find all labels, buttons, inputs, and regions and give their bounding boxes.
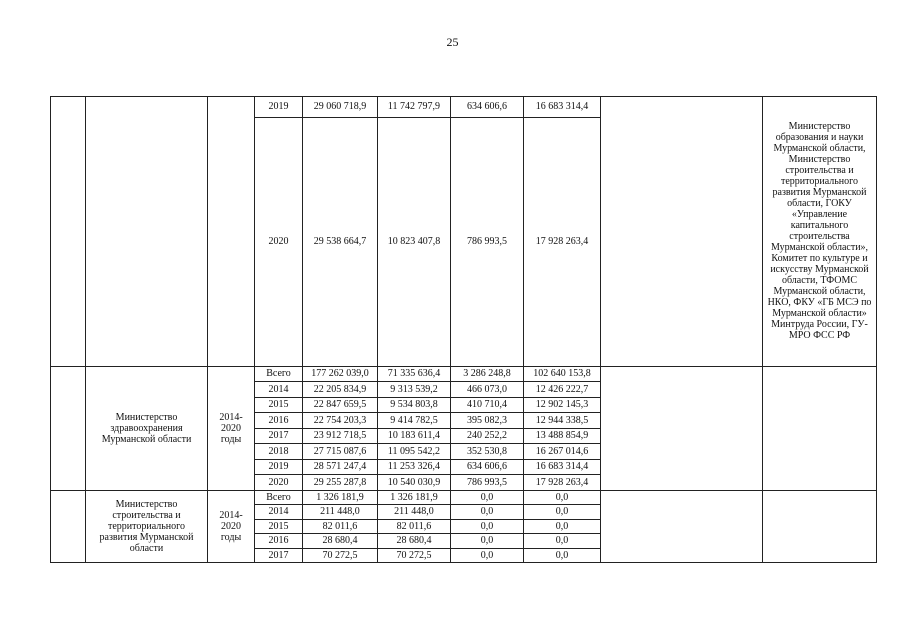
value-cell: 410 710,4: [451, 397, 524, 413]
year-cell: 2014: [255, 505, 303, 520]
value-cell: 0,0: [451, 519, 524, 534]
value-cell: 0,0: [451, 548, 524, 563]
year-cell: 2017: [255, 428, 303, 444]
num-cell: [51, 366, 86, 490]
value-cell: 12 902 145,3: [524, 397, 601, 413]
executor-cell: [763, 366, 877, 490]
value-cell: 0,0: [524, 548, 601, 563]
period-cell: 2014-2020 годы: [208, 366, 255, 490]
value-cell: 10 823 407,8: [378, 117, 451, 366]
indicator-cell: [601, 366, 763, 490]
period-cell: 2014-2020 годы: [208, 490, 255, 563]
value-cell: 17 928 263,4: [524, 475, 601, 491]
year-cell: 2016: [255, 534, 303, 549]
value-cell: 1 326 181,9: [378, 490, 451, 505]
total-cell: 28 571 247,4: [303, 459, 378, 475]
name-cell: [86, 97, 208, 367]
period-cell: [208, 97, 255, 367]
year-cell: 2020: [255, 117, 303, 366]
total-cell: 22 847 659,5: [303, 397, 378, 413]
indicator-cell: [601, 97, 763, 367]
indicator-cell: [601, 490, 763, 563]
value-cell: 0,0: [524, 519, 601, 534]
total-cell: 22 205 834,9: [303, 382, 378, 398]
table-row: [51, 490, 877, 505]
executor-cell: Министерство образования и науки Мурманской области, Министерство строительства и территориального развития Мурманской области, ГОКУ «Управление капитального строительства Мурманской области», Комитет по культуре и искусству Мурманской области, ТФОМС Мурманской области, НКО, ФКУ «ГБ МСЭ по Мурманской области» Минтруда России, ГУ-МРО ФСС РФ: [763, 97, 877, 367]
value-cell: 71 335 636,4: [378, 366, 451, 382]
year-cell: Всего: [255, 366, 303, 382]
total-cell: 1 326 181,9: [303, 490, 378, 505]
value-cell: 11 253 326,4: [378, 459, 451, 475]
year-cell: 2017: [255, 548, 303, 563]
year-cell: 2014: [255, 382, 303, 398]
value-cell: 17 928 263,4: [524, 117, 601, 366]
value-cell: 0,0: [451, 505, 524, 520]
total-cell: 29 060 718,9: [303, 97, 378, 118]
value-cell: 28 680,4: [378, 534, 451, 549]
year-cell: 2018: [255, 444, 303, 460]
value-cell: 11 095 542,2: [378, 444, 451, 460]
total-cell: 23 912 718,5: [303, 428, 378, 444]
value-cell: 352 530,8: [451, 444, 524, 460]
value-cell: 0,0: [451, 490, 524, 505]
value-cell: 240 252,2: [451, 428, 524, 444]
value-cell: 3 286 248,8: [451, 366, 524, 382]
value-cell: 12 944 338,5: [524, 413, 601, 429]
value-cell: 9 313 539,2: [378, 382, 451, 398]
value-cell: 786 993,5: [451, 117, 524, 366]
total-cell: 29 255 287,8: [303, 475, 378, 491]
value-cell: 0,0: [451, 534, 524, 549]
value-cell: 634 606,6: [451, 97, 524, 118]
value-cell: 10 540 030,9: [378, 475, 451, 491]
value-cell: 13 488 854,9: [524, 428, 601, 444]
total-cell: 177 262 039,0: [303, 366, 378, 382]
value-cell: 0,0: [524, 505, 601, 520]
budget-table: [50, 96, 877, 563]
value-cell: 9 414 782,5: [378, 413, 451, 429]
value-cell: 82 011,6: [378, 519, 451, 534]
table-row: [51, 366, 877, 382]
year-cell: 2019: [255, 97, 303, 118]
executor-cell: [763, 490, 877, 563]
value-cell: 16 683 314,4: [524, 97, 601, 118]
total-cell: 82 011,6: [303, 519, 378, 534]
value-cell: 10 183 611,4: [378, 428, 451, 444]
year-cell: 2016: [255, 413, 303, 429]
table-row: [51, 97, 877, 118]
value-cell: 0,0: [524, 534, 601, 549]
value-cell: 16 683 314,4: [524, 459, 601, 475]
value-cell: 786 993,5: [451, 475, 524, 491]
total-cell: 27 715 087,6: [303, 444, 378, 460]
total-cell: 28 680,4: [303, 534, 378, 549]
value-cell: 12 426 222,7: [524, 382, 601, 398]
year-cell: Всего: [255, 490, 303, 505]
value-cell: 11 742 797,9: [378, 97, 451, 118]
total-cell: 29 538 664,7: [303, 117, 378, 366]
value-cell: 0,0: [524, 490, 601, 505]
value-cell: 9 534 803,8: [378, 397, 451, 413]
value-cell: 16 267 014,6: [524, 444, 601, 460]
num-cell: [51, 490, 86, 563]
value-cell: 634 606,6: [451, 459, 524, 475]
value-cell: 466 073,0: [451, 382, 524, 398]
value-cell: 395 082,3: [451, 413, 524, 429]
year-cell: 2019: [255, 459, 303, 475]
total-cell: 211 448,0: [303, 505, 378, 520]
name-cell: Министерство строительства и территориального развития Мурманской области: [86, 490, 208, 563]
value-cell: 211 448,0: [378, 505, 451, 520]
total-cell: 22 754 203,3: [303, 413, 378, 429]
name-cell: Министерство здравоохранения Мурманской области: [86, 366, 208, 490]
year-cell: 2015: [255, 519, 303, 534]
value-cell: 102 640 153,8: [524, 366, 601, 382]
year-cell: 2020: [255, 475, 303, 491]
value-cell: 70 272,5: [378, 548, 451, 563]
total-cell: 70 272,5: [303, 548, 378, 563]
page-number: 25: [446, 35, 459, 49]
num-cell: [51, 97, 86, 367]
year-cell: 2015: [255, 397, 303, 413]
